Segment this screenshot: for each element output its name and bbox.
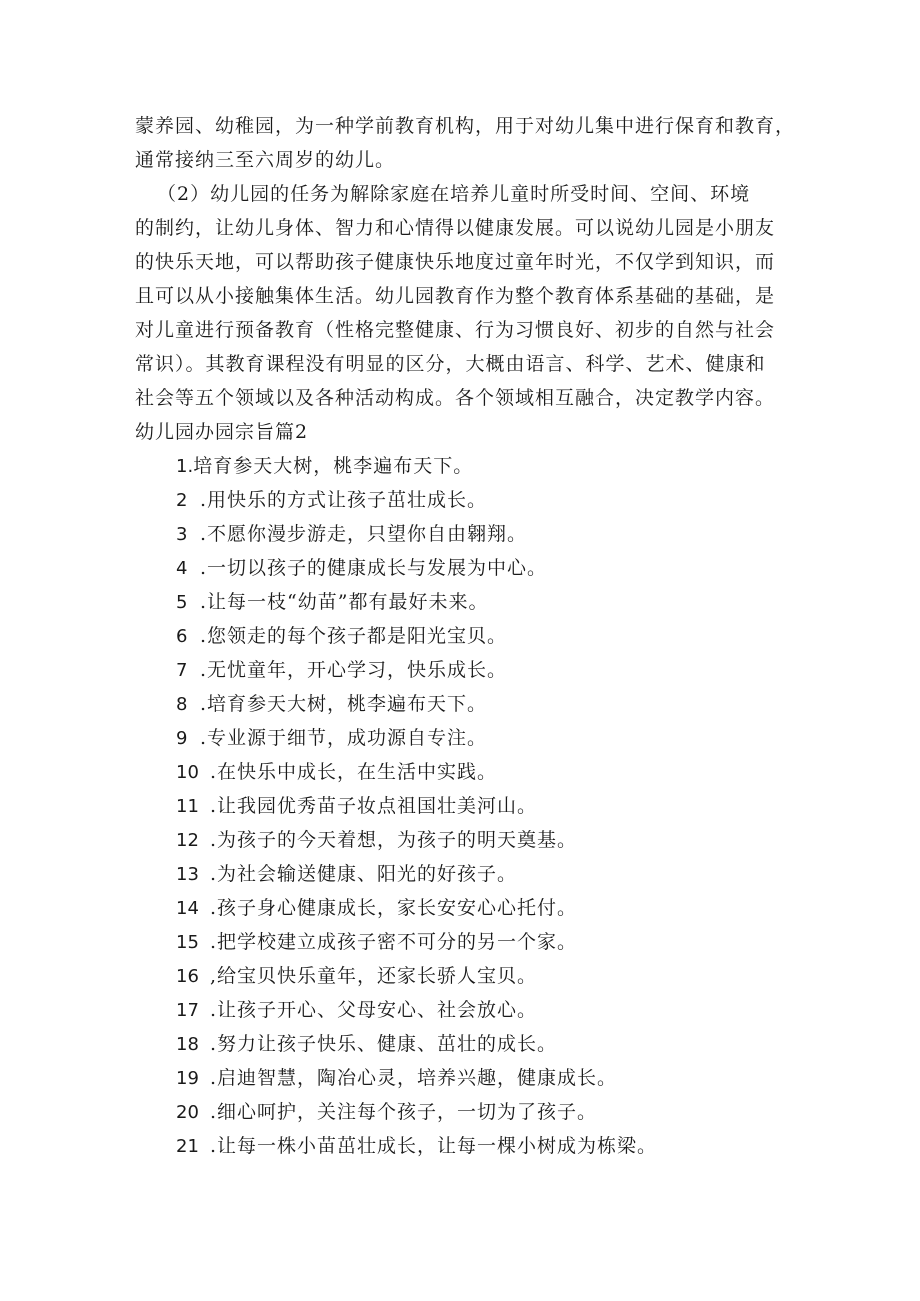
paragraph2-line1: （2）幼儿园的任务为解除家庭在培养儿童时所受时间、空间、环境	[157, 183, 751, 205]
item-text: .让每一株小苗茁壮成长，让每一棵小树成为栋梁。	[210, 1135, 658, 1157]
item-text: ,给宝贝快乐童年，还家长骄人宝贝。	[210, 965, 538, 987]
item-number: 9	[176, 728, 188, 749]
paragraph2-line6: 常识）。其教育课程没有明显的区分，大概由语言、科学、艺术、健康和	[135, 353, 766, 375]
item-text: .用快乐的方式让孩子茁壮成长。	[200, 489, 488, 511]
item-number: 16	[176, 966, 199, 987]
list-item	[176, 997, 537, 1024]
item-text: .无忧童年，开心学习，快乐成长。	[200, 659, 508, 681]
paragraph2-line7: 社会等五个领域以及各种活动构成。各个领域相互融合，决定教学内容。	[135, 387, 776, 409]
paragraph1-line2: 通常接纳三至六周岁的幼儿。	[135, 149, 396, 171]
item-number: 10	[176, 762, 199, 783]
item-number: 5	[176, 592, 188, 613]
item-text: .让孩子开心、父母安心、社会放心。	[210, 999, 538, 1021]
item-number: 4	[176, 558, 188, 579]
list-item	[176, 589, 488, 616]
item-text: .您领走的每个孩子都是阳光宝贝。	[200, 625, 508, 647]
list-item	[176, 929, 577, 956]
paragraph2-line4: 且可以从小接触集体生活。幼儿园教育作为整个教育体系基础的基础，是	[135, 285, 776, 307]
list-item	[176, 861, 517, 888]
list-item	[176, 725, 487, 752]
item-text: .努力让孩子快乐、健康、茁壮的成长。	[210, 1033, 558, 1055]
item-number: 19	[176, 1068, 199, 1089]
item-number: 14	[176, 898, 199, 919]
list-item	[176, 1065, 617, 1092]
list-item	[176, 657, 507, 684]
item-text: .一切以孩子的健康成长与发展为中心。	[200, 557, 548, 579]
item-number: 7	[176, 660, 188, 681]
item-text: .在快乐中成长，在生活中实践。	[210, 761, 498, 783]
item-number: 20	[176, 1102, 199, 1123]
list-item	[176, 1099, 597, 1126]
item-text: .为社会输送健康、阳光的好孩子。	[210, 863, 518, 885]
item-number: 6	[176, 626, 188, 647]
list-item	[176, 1031, 557, 1058]
list-item	[176, 691, 487, 718]
paragraph2-line5: 对儿童进行预备教育（性格完整健康、行为习惯良好、初步的自然与社会	[135, 319, 776, 341]
paragraph1-line1: 蒙养园、幼稚园，为一种学前教育机构，用于对幼儿集中进行保育和教育，	[135, 115, 796, 137]
item-number: 11	[176, 796, 199, 817]
section-heading: 幼儿园办园宗旨篇2	[135, 421, 309, 443]
list-item	[176, 1133, 657, 1160]
list-item	[176, 895, 577, 922]
list-item	[176, 453, 473, 480]
item-text: .让我园优秀苗子妆点祖国壮美河山。	[210, 795, 538, 817]
list-item	[176, 521, 527, 548]
list-item	[176, 793, 537, 820]
item-number: 2	[176, 490, 188, 511]
item-text: .不愿你漫步游走，只望你自由翱翔。	[200, 523, 528, 545]
item-text: .专业源于细节，成功源自专注。	[200, 727, 488, 749]
list-item	[176, 487, 487, 514]
item-number: 13	[176, 864, 199, 885]
item-number: 17	[176, 1000, 199, 1021]
item-number: 21	[176, 1136, 199, 1157]
item-text: 培育参天大树，桃李遍布天下。	[193, 455, 474, 477]
list-item	[176, 827, 577, 854]
item-text: .启迪智慧，陶冶心灵，培养兴趣，健康成长。	[210, 1067, 618, 1089]
item-text: .培育参天大树，桃李遍布天下。	[200, 693, 488, 715]
list-item	[176, 963, 537, 990]
paragraph2-line2: 的制约，让幼儿身体、智力和心情得以健康发展。可以说幼儿园是小朋友	[135, 217, 776, 239]
list-item	[176, 555, 547, 582]
item-text: .孩子身心健康成长，家长安安心心托付。	[210, 897, 578, 919]
item-text: .为孩子的今天着想，为孩子的明天奠基。	[210, 829, 578, 851]
item-number: 8	[176, 694, 188, 715]
list-item	[176, 759, 497, 786]
item-text: .让每一枝“幼苗”都有最好未来。	[200, 591, 489, 613]
item-number: 12	[176, 830, 199, 851]
item-number: 18	[176, 1034, 199, 1055]
item-number: 15	[176, 932, 199, 953]
paragraph2-line3: 的快乐天地，可以帮助孩子健康快乐地度过童年时光，不仅学到知识，而	[135, 251, 776, 273]
list-item	[176, 623, 507, 650]
item-number: 3	[176, 524, 188, 545]
item-number: 1.	[176, 456, 194, 477]
item-text: .把学校建立成孩子密不可分的另一个家。	[210, 931, 578, 953]
item-text: .细心呵护，关注每个孩子，一切为了孩子。	[210, 1101, 598, 1123]
